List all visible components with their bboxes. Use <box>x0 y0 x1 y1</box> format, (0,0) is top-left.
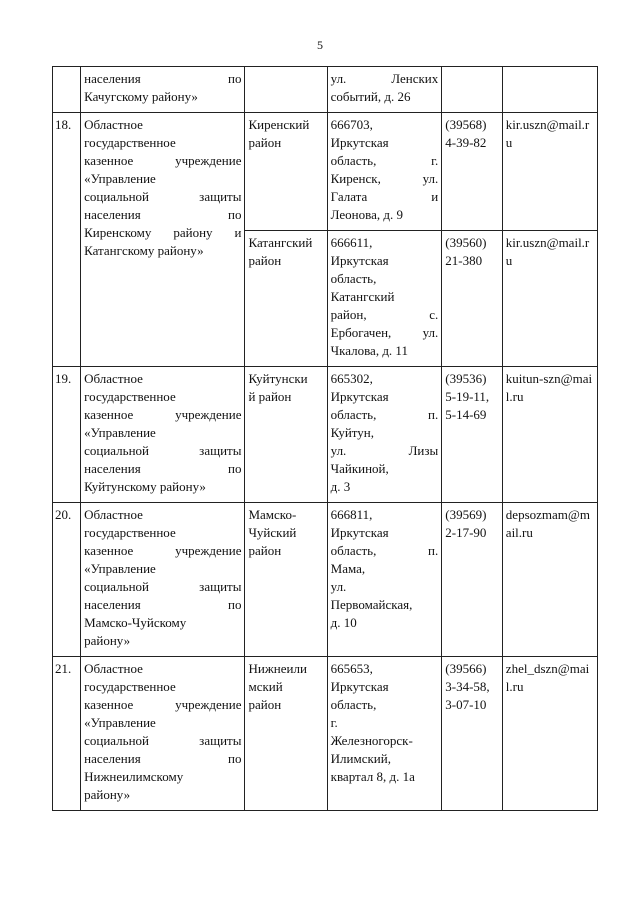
row-number: 19. <box>53 367 81 503</box>
organization-line: населения по <box>84 751 242 766</box>
email <box>502 67 597 113</box>
district-name <box>245 231 327 367</box>
address-line: Катангский <box>330 289 395 304</box>
address <box>327 231 442 367</box>
email: zhel_dszn@mail.ru <box>502 657 597 811</box>
organization-line: социальной защиты <box>84 733 242 748</box>
row-number: 18. <box>53 113 81 367</box>
address-line: г. <box>330 715 338 730</box>
address-line: ул. Ленских <box>330 71 439 86</box>
organization-line: Киренскому району и <box>84 225 242 240</box>
organization-line: Катангскому району» <box>84 243 204 258</box>
phone-line: 2-17-90 <box>445 525 487 540</box>
address-line: область, п. <box>330 407 439 422</box>
row-number <box>53 67 81 113</box>
address-line: Железногорск- <box>330 733 413 748</box>
organization-line: населения по <box>84 207 242 222</box>
address-line: 666611, <box>330 235 373 250</box>
district-line: Мамско- <box>248 507 297 522</box>
organization-line: Областное <box>84 661 143 676</box>
organization-line: казенное учреждение <box>84 407 242 422</box>
district-name <box>245 367 327 503</box>
phone-line: (39568) <box>445 117 487 132</box>
address-line: 665302, <box>330 371 373 386</box>
institutions-table <box>52 66 598 811</box>
organization-line: населения по <box>84 597 242 612</box>
organization-line: «Управление <box>84 561 156 576</box>
organization-name <box>81 503 245 657</box>
district-line: Киренский <box>248 117 310 132</box>
organization-line: Куйтунскому району» <box>84 479 206 494</box>
address <box>327 503 442 657</box>
row-number: 21. <box>53 657 81 811</box>
organization-line: государственное <box>84 135 176 150</box>
address-line: Иркутская <box>330 679 389 694</box>
address <box>327 657 442 811</box>
address-line: Иркутская <box>330 253 389 268</box>
phone-line: (39536) <box>445 371 487 386</box>
phone-line: (39569) <box>445 507 487 522</box>
organization-line: государственное <box>84 679 176 694</box>
organization-name <box>81 113 245 367</box>
address-line: событий, д. 26 <box>330 89 411 104</box>
district-line: Чуйский <box>248 525 297 540</box>
email: depsozmam@mail.ru <box>502 503 597 657</box>
address <box>327 113 442 231</box>
address-line: 665653, <box>330 661 373 676</box>
table-row <box>53 113 598 231</box>
address-line: Киренск, ул. <box>330 171 439 186</box>
address-line: 666811, <box>330 507 373 522</box>
district-name <box>245 657 327 811</box>
address-line: район, с. <box>330 307 439 322</box>
phone-line: (39560) <box>445 235 487 250</box>
organization-line: Областное <box>84 117 143 132</box>
address-line: 666703, <box>330 117 373 132</box>
organization-line: «Управление <box>84 715 156 730</box>
address-line: Иркутская <box>330 135 389 150</box>
organization-line: казенное учреждение <box>84 543 242 558</box>
phone-line: (39566) <box>445 661 487 676</box>
organization-line: району» <box>84 633 131 648</box>
phone-line: 3-07-10 <box>445 697 487 712</box>
phone-line: 21-380 <box>445 253 483 268</box>
table-row <box>53 503 598 657</box>
address-line: Первомайская, <box>330 597 413 612</box>
phone-line: 3-34-58, <box>445 679 490 694</box>
district-line: Куйтунски <box>248 371 308 386</box>
address-line: область, <box>330 271 377 286</box>
organization-line: казенное учреждение <box>84 697 242 712</box>
address-line: Ербогачен, ул. <box>330 325 439 340</box>
organization-name <box>81 67 245 113</box>
district-line: мский <box>248 679 283 694</box>
organization-line: «Управление <box>84 425 156 440</box>
address-line: Чайкиной, <box>330 461 389 476</box>
organization-line: Мамско-Чуйскому <box>84 615 187 630</box>
district-name <box>245 67 327 113</box>
page-number: 5 <box>317 38 323 52</box>
district-name <box>245 503 327 657</box>
address-line: область, <box>330 697 377 712</box>
organization-line: Нижнеилимскому <box>84 769 184 784</box>
organization-line: району» <box>84 787 131 802</box>
organization-line: социальной защиты <box>84 189 242 204</box>
address-line: Чкалова, д. 11 <box>330 343 408 358</box>
phone-line: 5-19-11, <box>445 389 490 404</box>
district-line: район <box>248 543 282 558</box>
district-line: район <box>248 253 282 268</box>
email: kuitun-szn@mail.ru <box>502 367 597 503</box>
district-line: й район <box>248 389 292 404</box>
organization-line: государственное <box>84 525 176 540</box>
phone <box>442 113 503 231</box>
phone <box>442 367 503 503</box>
address-line: ул. Лизы <box>330 443 439 458</box>
address-line: Мама, <box>330 561 366 576</box>
phone <box>442 67 503 113</box>
table-row <box>53 367 598 503</box>
organization-line: социальной защиты <box>84 579 242 594</box>
organization-line: населения по <box>84 71 242 86</box>
address-line: Илимский, <box>330 751 391 766</box>
phone <box>442 231 503 367</box>
address <box>327 67 442 113</box>
phone <box>442 657 503 811</box>
district-line: Нижнеили <box>248 661 307 676</box>
organization-line: государственное <box>84 389 176 404</box>
address-line: область, г. <box>330 153 439 168</box>
table-row <box>53 67 598 113</box>
organization-line: Областное <box>84 507 143 522</box>
phone <box>442 503 503 657</box>
organization-name <box>81 657 245 811</box>
address-line: квартал 8, д. 1а <box>330 769 415 784</box>
table-body <box>53 67 598 811</box>
district-line: район <box>248 135 282 150</box>
address-line: Иркутская <box>330 525 389 540</box>
district-line: Катангский <box>248 235 313 250</box>
table-row <box>53 657 598 811</box>
organization-name <box>81 367 245 503</box>
address <box>327 367 442 503</box>
email: kir.uszn@mail.ru <box>502 113 597 231</box>
district-line: район <box>248 697 282 712</box>
organization-line: казенное учреждение <box>84 153 242 168</box>
organization-line: «Управление <box>84 171 156 186</box>
organization-line: населения по <box>84 461 242 476</box>
organization-line: Качугскому району» <box>84 89 198 104</box>
district-name <box>245 113 327 231</box>
address-line: д. 3 <box>330 479 351 494</box>
organization-line: социальной защиты <box>84 443 242 458</box>
email: kir.uszn@mail.ru <box>502 231 597 367</box>
address-line: область, п. <box>330 543 439 558</box>
address-line: Леонова, д. 9 <box>330 207 403 222</box>
address-line: д. 10 <box>330 615 357 630</box>
address-line: ул. <box>330 579 347 594</box>
organization-line: Областное <box>84 371 143 386</box>
address-line: Иркутская <box>330 389 389 404</box>
address-line: Галата и <box>330 189 439 204</box>
phone-line: 5-14-69 <box>445 407 487 422</box>
address-line: Куйтун, <box>330 425 375 440</box>
phone-line: 4-39-82 <box>445 135 487 150</box>
row-number: 20. <box>53 503 81 657</box>
